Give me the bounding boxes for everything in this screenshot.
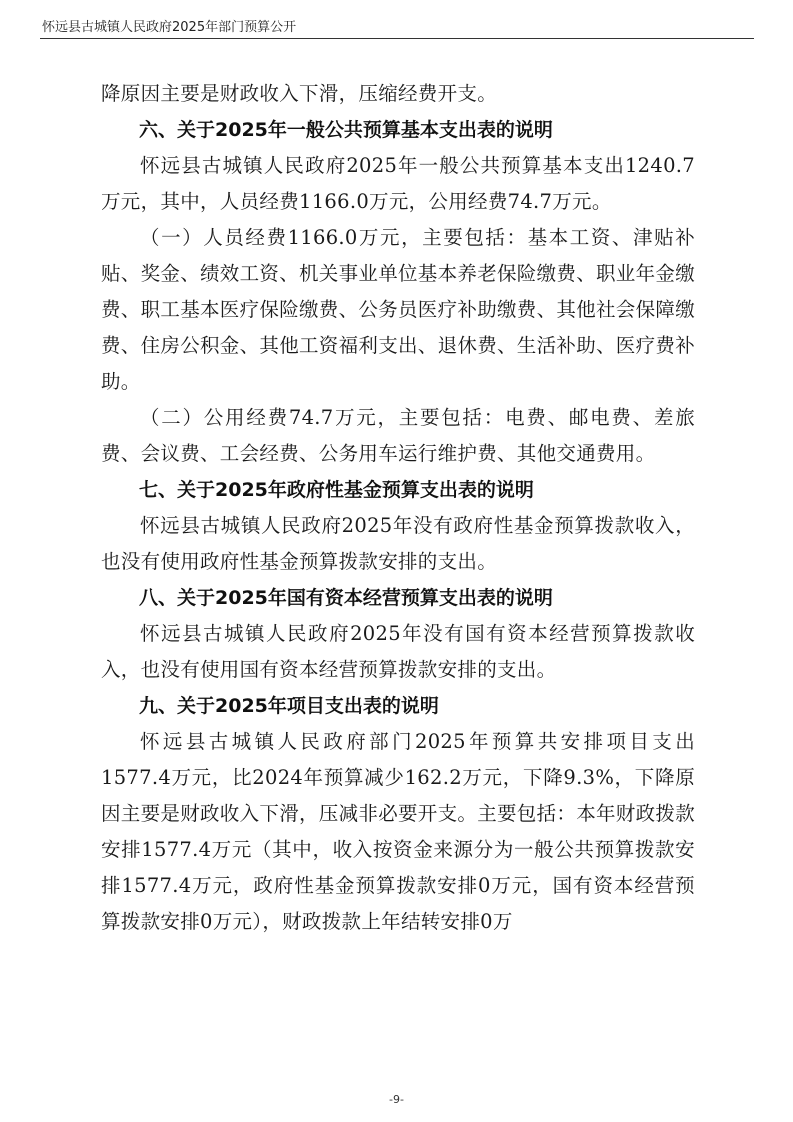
paragraph-public-funds: （二）公用经费74.7万元，主要包括：电费、邮电费、差旅费、会议费、工会经费、公务用车运行维护费、其他交通费用。 <box>101 406 695 465</box>
paragraph-project-expenditure: 怀远县古城镇人民政府部门2025年预算共安排项目支出1577.4万元，比2024年预算减少162.2万元，下降9.3%，下降原因主要是财政收入下滑，压减非必要开支。主要包括：本年财政拨款安排1577.4万元（其中，收入按资金来源分为一般公共预算拨款安排1577.4万元，政府性基金预算拨款安排0万元，国有资本经营预算拨款安排0万元），财政拨款上年结转安排0万 <box>101 730 696 933</box>
paragraph-government-fund: 怀远县古城镇人民政府2025年没有政府性基金预算拨款收入，也没有使用政府性基金预算拨款安排的支出。 <box>101 514 695 573</box>
document-body <box>101 76 695 940</box>
section-heading-7: 七、关于2025年政府性基金预算支出表的说明 <box>139 479 534 501</box>
paragraph-personnel-funds: （一）人员经费1166.0万元，主要包括：基本工资、津贴补贴、奖金、绩效工资、机关事业单位基本养老保险缴费、职业年金缴费、职工基本医疗保险缴费、公务员医疗补助缴费、其他社会保障缴费、住房公积金、其他工资福利支出、退休费、生活补助、医疗费补助。 <box>101 226 696 393</box>
paragraph-state-capital: 怀远县古城镇人民政府2025年没有国有资本经营预算拨款收入，也没有使用国有资本经营预算拨款安排的支出。 <box>101 622 695 681</box>
paragraph-basic-expenditure: 怀远县古城镇人民政府2025年一般公共预算基本支出1240.7万元，其中，人员经费1166.0万元，公用经费74.7万元。 <box>101 154 695 213</box>
page-header <box>40 14 754 39</box>
section-heading-6: 六、关于2025年一般公共预算基本支出表的说明 <box>139 119 553 141</box>
page-number: -9- <box>389 1093 404 1106</box>
header-title: 怀远县古城镇人民政府2025年部门预算公开 <box>42 20 297 35</box>
section-heading-9: 九、关于2025年项目支出表的说明 <box>139 695 439 717</box>
section-heading-8: 八、关于2025年国有资本经营预算支出表的说明 <box>139 587 553 609</box>
paragraph-continued: 降原因主要是财政收入下滑，压缩经费开支。 <box>101 82 498 105</box>
